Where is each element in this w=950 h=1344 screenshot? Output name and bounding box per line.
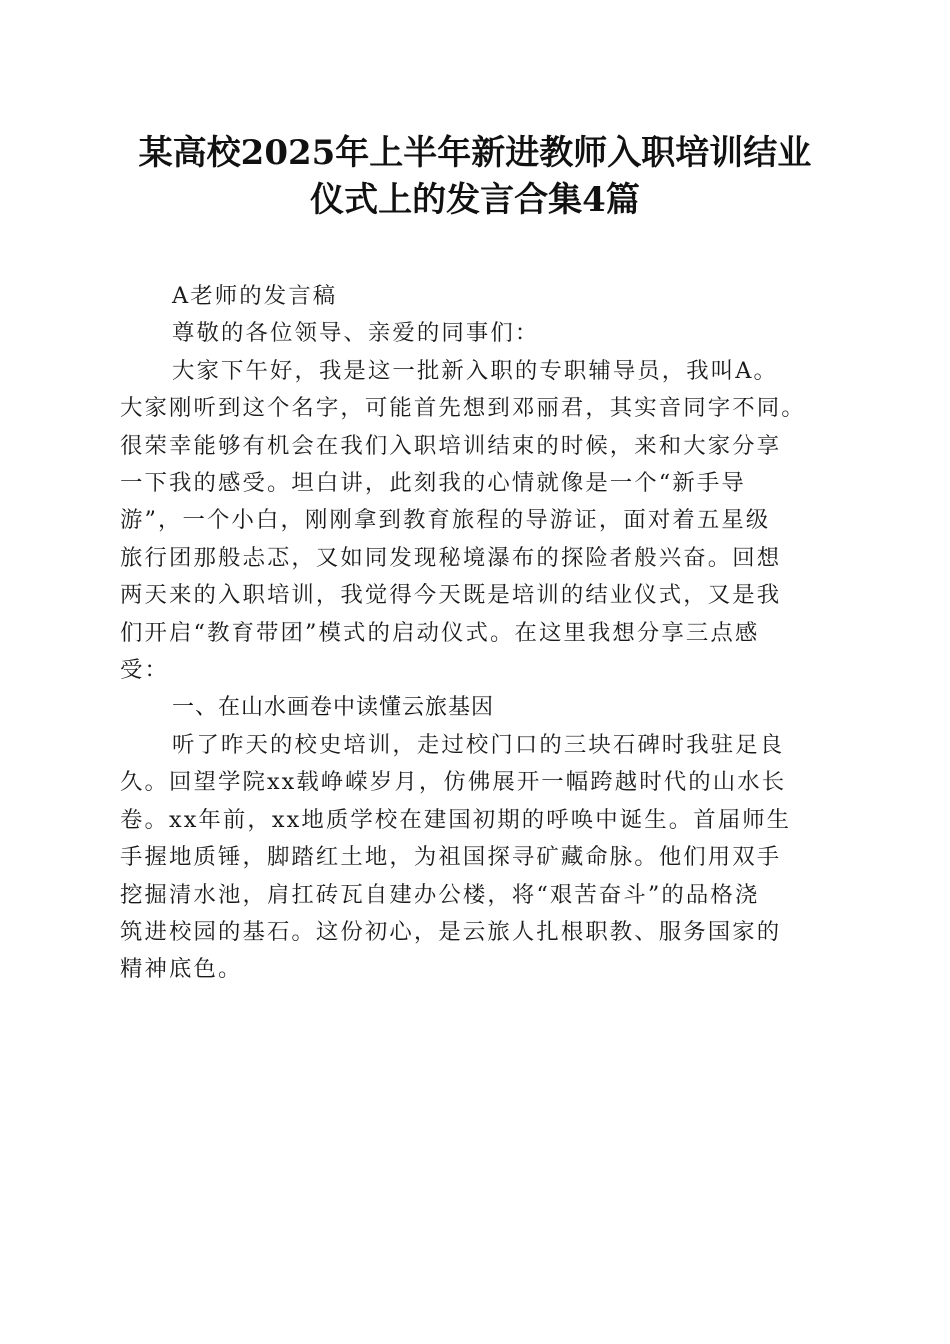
section-heading-1: 一、在山水画卷中读懂云旅基因 <box>172 695 495 721</box>
paragraph-1-line: 们开启“教育带团”模式的启动仪式。在这里我想分享三点感 <box>120 619 760 646</box>
title-line-2: 仪式上的发言合集4篇 <box>310 180 640 220</box>
salutation: 尊敬的各位领导、亲爱的同事们： <box>172 320 540 347</box>
paragraph-1 <box>120 353 830 690</box>
paragraph-1-line: 很荣幸能够有机会在我们入职培训结束的时候，来和大家分享 <box>120 432 782 459</box>
paragraph-1-line: 一下我的感受。坦白讲，此刻我的心情就像是一个“新手导 <box>120 470 746 497</box>
document-title <box>80 130 870 224</box>
paragraph-2 <box>120 727 830 989</box>
paragraph-1-line: 游”，一个小白，刚刚拿到教育旅程的导游证，面对着五星级 <box>120 507 771 534</box>
paragraph-1-line: 两天来的入职培训，我觉得今天既是培训的结业仪式，又是我 <box>120 582 782 609</box>
title-line-1: 某高校2025年上半年新进教师入职培训结业 <box>138 133 812 173</box>
paragraph-1-line: 大家下午好，我是这一批新入职的专职辅导员，我叫A。 <box>172 357 779 384</box>
paragraph-2-line: 卷。xx年前，xx地质学校在建国初期的呼唤中诞生。首届师生 <box>120 806 792 833</box>
speech-label: A老师的发言稿 <box>172 283 338 309</box>
paragraph-2-line: 筑进校园的基石。这份初心，是云旅人扎根职教、服务国家的 <box>120 918 782 945</box>
paragraph-2-line: 久。回望学院xx载峥嵘岁月，仿佛展开一幅跨越时代的山水长 <box>120 769 787 796</box>
paragraph-2-line: 听了昨天的校史培训，走过校门口的三块石碑时我驻足良 <box>172 731 785 758</box>
paragraph-2-line: 手握地质锤，脚踏红土地，为祖国探寻矿藏命脉。他们用双手 <box>120 844 782 871</box>
document-body <box>120 278 830 989</box>
paragraph-2-line: 精神底色。 <box>120 956 243 983</box>
paragraph-1-line: 大家刚听到这个名字，可能首先想到邓丽君，其实音同字不同。 <box>120 395 806 422</box>
paragraph-2-line: 挖掘清水池，肩扛砖瓦自建办公楼，将“艰苦奋斗”的品格浇 <box>120 881 760 908</box>
paragraph-1-line: 受： <box>120 657 169 684</box>
paragraph-1-line: 旅行团那般忐忑，又如同发现秘境瀑布的探险者般兴奋。回想 <box>120 544 782 571</box>
